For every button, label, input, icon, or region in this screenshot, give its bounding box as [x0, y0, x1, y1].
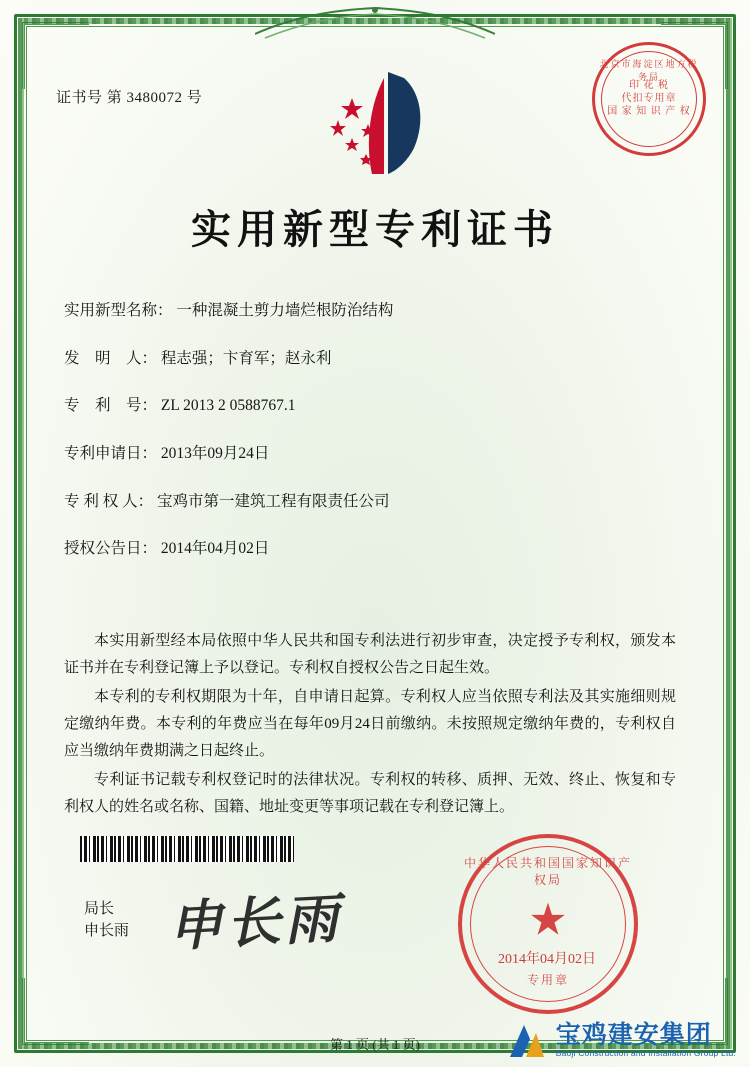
signature-block	[84, 898, 129, 942]
seal-line-2: 代扣专用章	[621, 93, 677, 104]
tax-stamp-seal	[592, 42, 706, 156]
field-value-patentee: 宝鸡市第一建筑工程有限责任公司	[157, 492, 390, 510]
field-row	[64, 348, 684, 370]
field-label-inventors: 发 明 人：	[64, 349, 158, 367]
handwritten-signature: 申长雨	[166, 885, 344, 959]
page-footer: 第 1 页 (共 1 页)	[330, 1037, 420, 1052]
company-watermark-text	[556, 1022, 736, 1057]
field-list	[64, 300, 684, 586]
signature-name-label: 申长雨	[84, 923, 130, 939]
company-logo-icon	[502, 1019, 548, 1061]
seal-line-1: 印 花 税	[629, 80, 669, 91]
field-value-application-date: 2013年09月24日	[160, 445, 270, 463]
company-name-en: Baoji Construction and Installation Group Ltd.	[555, 1047, 736, 1058]
field-value-grant-announcement-date: 2014年04月02日	[160, 540, 270, 558]
official-seal-arc-top: 中华人民共和国国家知识产权局	[463, 856, 632, 887]
corner-ornament-top-left	[22, 22, 89, 89]
field-row	[64, 443, 684, 465]
certificate-number: 证书号 第 3480072 号	[56, 90, 203, 106]
signature-role-label: 局长	[84, 901, 115, 917]
company-watermark	[502, 1019, 736, 1061]
official-seal-arc-bottom: 专用章	[526, 973, 569, 987]
field-label-application-date: 专利申请日：	[64, 445, 158, 463]
field-label-utility-model-name: 实用新型名称：	[64, 302, 173, 319]
body-paragraph-2: 本专利的专利权期限为十年，自申请日起算。专利权人应当依照专利法及其实施细则规定缴纳年费。本专利的年费应当在每年09月24日前缴纳。未按照规定缴纳年费的，专利权自应当缴纳年费期满之日起终止。	[64, 689, 676, 759]
barcode	[80, 836, 294, 862]
official-seal	[458, 834, 638, 1014]
field-value-utility-model-name: 一种混凝土剪力墙烂根防治结构	[176, 302, 394, 319]
body-text	[64, 628, 676, 823]
field-row	[64, 491, 684, 513]
field-label-patentee: 专 利 权 人：	[64, 492, 154, 510]
field-label-patent-number: 专 利 号：	[64, 397, 158, 415]
body-paragraph-3: 专利证书记载专利权登记时的法律状况。专利权的转移、质押、无效、终止、恢复和专利权人的姓名或名称、国籍、地址变更等事项记载在专利登记簿上。	[64, 772, 676, 815]
seal-date: 2014年04月02日	[498, 952, 596, 967]
field-value-patent-number: ZL 2013 2 0588767.1	[160, 397, 296, 415]
seal-line-3: 国 家 知 识 产 权	[607, 106, 691, 117]
seal-center-text	[595, 79, 703, 118]
patent-emblem-icon	[318, 62, 448, 182]
star-icon: ★	[528, 895, 568, 945]
seal-arc-text: 北京市海淀区地方税务局	[599, 59, 699, 82]
field-label-grant-announcement-date: 授权公告日：	[64, 540, 158, 558]
page-title: 实用新型专利证书	[191, 206, 559, 253]
field-row	[64, 538, 684, 560]
top-flourish-ornament	[255, 6, 495, 40]
field-value-inventors: 程志强；卞育军；赵永利	[160, 349, 332, 367]
field-row	[64, 395, 684, 417]
company-name-cn: 宝鸡建安集团	[555, 1020, 712, 1050]
field-row	[64, 300, 684, 322]
body-paragraph-1: 本实用新型经本局依照中华人民共和国专利法进行初步审查，决定授予专利权，颁发本证书并在专利登记簿上予以登记。专利权自授权公告之日起生效。	[64, 633, 676, 676]
